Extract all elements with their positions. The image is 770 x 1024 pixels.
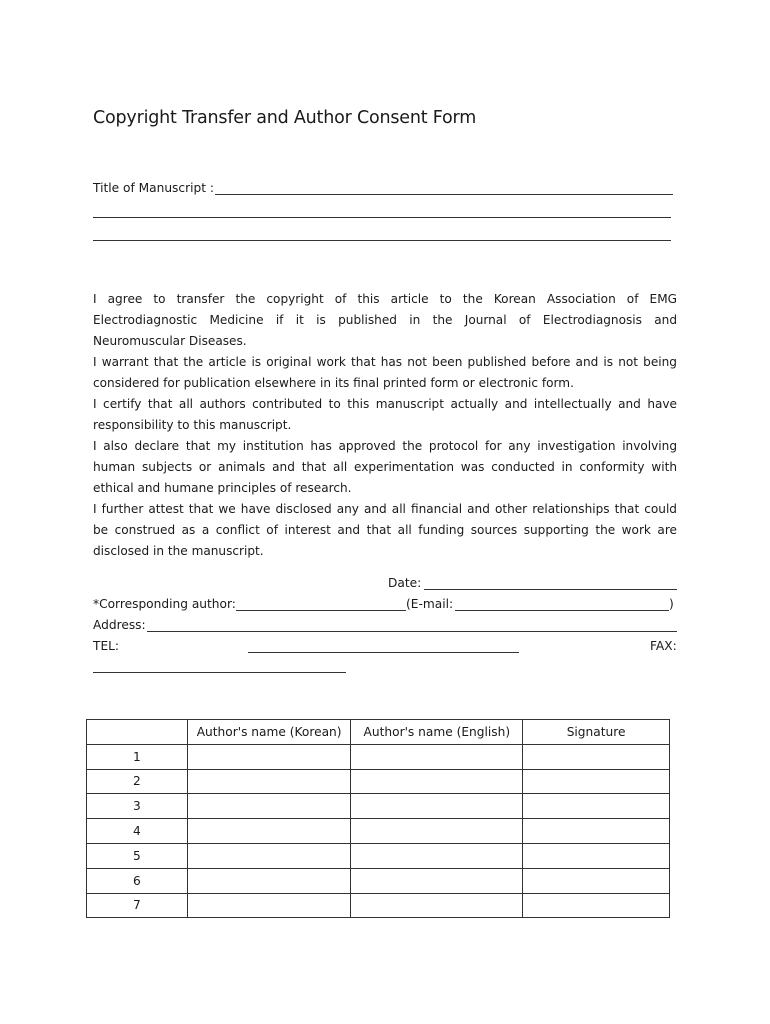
email-field-line[interactable] — [455, 610, 669, 611]
korean-name-cell[interactable] — [187, 819, 351, 844]
table-row — [87, 744, 670, 769]
table-header-row — [87, 720, 670, 745]
row-number: 4 — [87, 819, 188, 844]
address-label: Address: — [93, 618, 146, 632]
signature-cell[interactable] — [523, 893, 670, 918]
row-number: 1 — [87, 744, 188, 769]
signature-cell[interactable] — [523, 868, 670, 893]
manuscript-title-field-line-2[interactable] — [93, 217, 671, 218]
korean-name-cell[interactable] — [187, 893, 351, 918]
english-name-cell[interactable] — [351, 843, 523, 868]
signature-cell[interactable] — [523, 769, 670, 794]
signature-cell[interactable] — [523, 744, 670, 769]
manuscript-title-field-line-1[interactable] — [215, 194, 673, 195]
row-number: 6 — [87, 868, 188, 893]
corresponding-author-field-line[interactable] — [236, 610, 406, 611]
row-number: 3 — [87, 794, 188, 819]
korean-name-cell[interactable] — [187, 744, 351, 769]
consent-statements — [93, 289, 677, 562]
statement-original-work: I warrant that the article is original work that has not been published before and is not being considered for publication elsewhere in its final printed form or electronic form. — [93, 355, 677, 390]
english-name-cell[interactable] — [351, 769, 523, 794]
korean-name-cell[interactable] — [187, 868, 351, 893]
signature-cell[interactable] — [523, 794, 670, 819]
signature-cell[interactable] — [523, 819, 670, 844]
row-number: 5 — [87, 843, 188, 868]
authors-signature-table — [86, 719, 670, 918]
fax-field-line[interactable] — [93, 672, 346, 673]
english-name-cell[interactable] — [351, 819, 523, 844]
english-name-cell[interactable] — [351, 868, 523, 893]
table-row — [87, 769, 670, 794]
tel-label: TEL: — [93, 639, 120, 653]
table-row — [87, 893, 670, 918]
signature-cell[interactable] — [523, 843, 670, 868]
tel-field-line[interactable] — [248, 652, 519, 653]
korean-name-cell[interactable] — [187, 843, 351, 868]
table-row — [87, 819, 670, 844]
date-field-line[interactable] — [424, 589, 677, 590]
table-row — [87, 843, 670, 868]
row-number: 7 — [87, 893, 188, 918]
header-number — [87, 720, 188, 745]
english-name-cell[interactable] — [351, 794, 523, 819]
statement-conflict-of-interest: I further attest that we have disclosed any and all financial and other relationships that could be construed as a conflict of interest and that all funding sources supporting the work are disclosed in the manuscript. — [93, 502, 677, 558]
english-name-cell[interactable] — [351, 744, 523, 769]
header-signature: Signature — [523, 720, 670, 745]
email-label: (E-mail: — [406, 597, 454, 611]
manuscript-title-field-line-3[interactable] — [93, 240, 671, 241]
row-number: 2 — [87, 769, 188, 794]
email-close-paren: ) — [669, 597, 674, 611]
table-row — [87, 868, 670, 893]
korean-name-cell[interactable] — [187, 769, 351, 794]
korean-name-cell[interactable] — [187, 794, 351, 819]
address-field-line[interactable] — [147, 631, 677, 632]
corresponding-author-label: *Corresponding author: — [93, 597, 236, 611]
statement-copyright-transfer: I agree to transfer the copyright of this article to the Korean Association of EMG Electrodiagnostic Medicine if it is published in the Journal of Electrodiagnosis and Neuromuscular Diseases. — [93, 292, 677, 348]
fax-label: FAX: — [650, 639, 677, 653]
manuscript-title-label: Title of Manuscript : — [93, 181, 214, 195]
date-label: Date: — [388, 576, 422, 590]
statement-ethics-approval: I also declare that my institution has approved the protocol for any investigation involving human subjects or animals and that all experimentation was conducted in conformity with ethical and humane principles of research. — [93, 439, 677, 495]
statement-author-contribution: I certify that all authors contributed to this manuscript actually and intellectually and have responsibility to this manuscript. — [93, 397, 677, 432]
header-english-name: Author's name (English) — [351, 720, 523, 745]
english-name-cell[interactable] — [351, 893, 523, 918]
form-title: Copyright Transfer and Author Consent Form — [93, 108, 477, 128]
header-korean-name: Author's name (Korean) — [187, 720, 351, 745]
table-row — [87, 794, 670, 819]
